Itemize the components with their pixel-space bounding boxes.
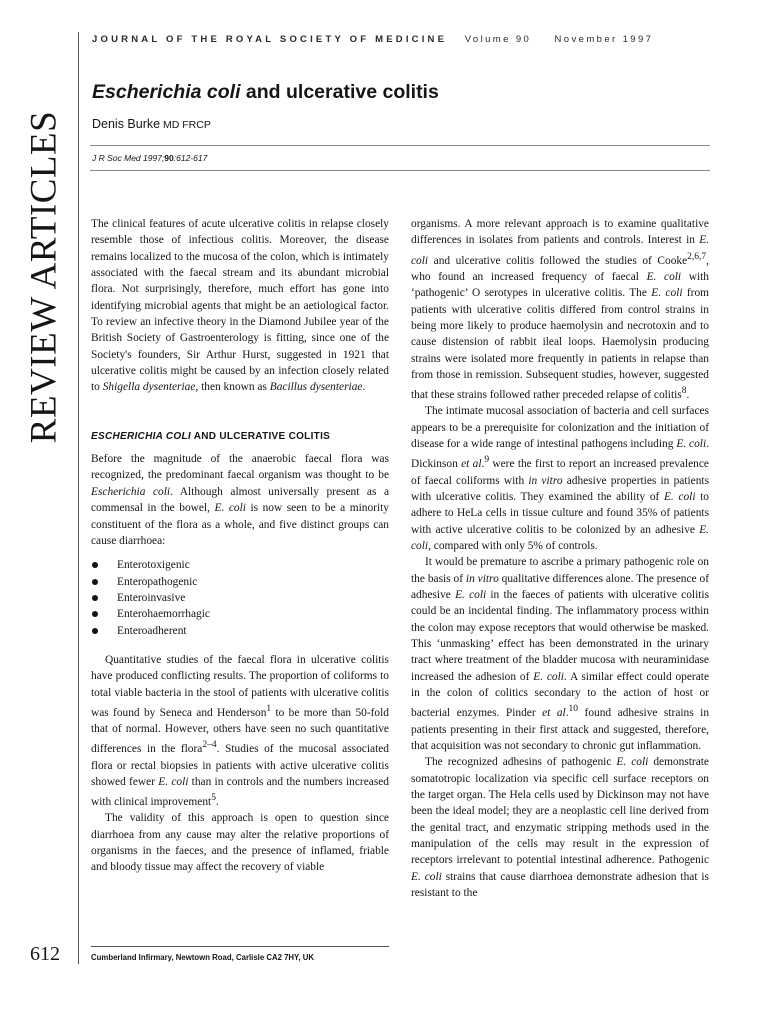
text-run: . — [215, 796, 219, 809]
article-title — [92, 81, 439, 104]
list-item — [91, 590, 389, 606]
text-run: . Dickinson — [411, 438, 710, 471]
volume-label: Volume 90 — [464, 34, 532, 45]
text-run: strains that cause diarrhoea demonstrate adhesion that is resistant to the — [411, 870, 709, 899]
text-run: . Studies of the mucosal associated flora or rectal biopsies in patients with active ulcerative colitis showed fewer — [91, 743, 389, 788]
reference-marker: 2,6,7 — [687, 251, 707, 262]
italic-term: in vitro — [465, 572, 499, 585]
text-run: . — [362, 381, 366, 394]
reference-marker: 10 — [568, 704, 579, 715]
right-column — [411, 216, 709, 901]
text-run: , then known as — [195, 381, 270, 394]
page-number: 612 — [30, 943, 60, 965]
bullet-icon — [92, 562, 98, 568]
reference-marker: 9 — [484, 455, 490, 466]
text-run: . — [481, 458, 485, 471]
author-line — [92, 117, 211, 131]
citation-pages: :612-617 — [173, 153, 208, 163]
ecoli-group-list — [91, 557, 389, 639]
text-run: . A similar effect could operate in the colon of colitics secondary to the action of host or bacterial enzymes. Pinder — [411, 670, 709, 720]
italic-term: Escherichia coli — [91, 485, 171, 498]
text-run: demonstrate somatotropic localization via specific cell surface receptors on the target organ. The Hela cells used by Dickinson may not have been the ideal model; they are a neoplastic cell line derived from the genital tract, and enzymatic stripping methods used in the manipulation of the cells may result in the expression of receptors irrelevant to potential intestinal adherence. Pathogenic — [411, 756, 709, 867]
text-run: to be more than 50-fold that of normal. However, others have seen no such quantitative differences in the flora — [91, 706, 389, 756]
text-run: Before the magnitude of the anaerobic faecal flora was recognized, the predominant faecal organism was thought to be — [91, 453, 389, 482]
italic-term: E. coli — [533, 670, 564, 683]
list-item-label: Enterotoxigenic — [117, 559, 190, 572]
reference-marker: 1 — [266, 703, 272, 714]
citation — [92, 153, 207, 163]
text-run: , compared with only 5% of controls. — [428, 539, 598, 552]
citation-rule — [90, 170, 710, 171]
italic-term: E. coli — [455, 588, 487, 601]
text-run: adhesive properties in patients with ulcerative colitis. They examined the ability of — [411, 474, 710, 503]
title-rest: and ulcerative colitis — [240, 81, 439, 103]
text-run: were the first to report an increased prevalence of faecal coliforms with — [411, 458, 709, 487]
list-item — [91, 557, 389, 573]
list-item — [91, 574, 389, 590]
italic-term: E. coli — [411, 870, 442, 883]
citation-journal: J R Soc Med 1997; — [92, 153, 165, 163]
text-run: with ‘pathogenic’ O serotypes in ulcerative colitis. The — [411, 270, 709, 300]
paragraph — [411, 554, 709, 754]
text-run: found adhesive strains in patients presenting in their first attack and suggested, therefore, that acquisition was not secondary to chronic gut inflammation. — [411, 707, 710, 752]
italic-term: E. coli — [411, 234, 709, 267]
paragraph — [91, 652, 389, 810]
italic-term: E. coli — [158, 775, 189, 788]
italic-term: E. coli — [411, 523, 709, 552]
issue-date: November 1997 — [554, 34, 654, 45]
title-species: Escherichia coli — [92, 81, 241, 103]
paragraph: The validity of this approach is open to question since diarrhoea from any cause may alter the relative proportions of organisms in the faeces, and the presence of inflamed, friable and bloody tissue may affect the recovery of viable — [91, 812, 389, 874]
vertical-rule — [78, 32, 79, 964]
section-heading — [91, 429, 389, 445]
reference-marker: 5 — [211, 793, 216, 804]
list-item-label: Enteropathogenic — [117, 575, 198, 588]
section-heading-rest: AND ULCERATIVE COLITIS — [191, 430, 331, 442]
text-run: is now seen to be a minority constituent of the flora as a whole, and five distinct groups can cause diarrhoea: — [91, 502, 389, 547]
text-run: . — [686, 389, 690, 402]
title-rule — [90, 145, 710, 146]
italic-term: E. coli — [646, 270, 682, 283]
italic-term: E. coli — [676, 438, 707, 451]
italic-term: E. coli — [214, 502, 246, 515]
author-credentials: MD FRCP — [160, 119, 211, 131]
bullet-icon — [92, 628, 98, 634]
list-item-label: Enteroinvasive — [117, 591, 186, 604]
text-run: and ulcerative colitis followed the studies of Cooke — [428, 254, 688, 267]
text-run: It would be premature to ascribe a primary pathogenic role on the basis of — [411, 556, 709, 585]
running-header — [92, 34, 653, 45]
text-run: Quantitative studies of the faecal flora in ulcerative colitis have produced conflicting results. The proportion of coliforms to total viable bacteria in the stool of patients with ulcerative colitis was found by Seneca and Henderson — [91, 653, 389, 719]
list-item-label: Enteroadherent — [117, 624, 187, 637]
italic-term: Bacillus dysenteriae — [269, 381, 363, 394]
text-run: The clinical features of acute ulcerative colitis in relapse closely resemble those of infectious colitis. Moreover, the disease remains localized to the mucosa of the colon, which is intimately associated with the faecal stream and its abundant microbial flora. Not surprisingly, therefore, much effort has gone into identifying microbial agents that might be an aetiological factor. To review an infective theory in the Diamond Jubilee year of the British Society of Gastroenterology is fitting, since one of the Society's founders, Sir Arthur Hurst, suggested in 1921 that ulcerative colitis might be caused by an infection closely related to — [91, 218, 389, 394]
citation-volume: 90 — [164, 153, 174, 163]
italic-term: E. coli — [616, 756, 649, 769]
text-run: in the faeces of patients with ulcerative colitis could be an incidental finding. The inflammatory process within the colon may expose receptors that would otherwise be masked. This ‘unmasking’ effect has been demonstrated in the urinary tract where treatment of the bladder mucosa with neuraminidase increased the adhesion of — [411, 588, 710, 683]
section-banner — [14, 82, 74, 472]
paragraph — [411, 403, 709, 554]
italic-term: E. coli — [663, 490, 696, 503]
reference-marker: 8 — [681, 386, 687, 397]
section-heading-species: ESCHERICHIA COLI — [91, 430, 191, 442]
text-run: to adhere to HeLa cells in tissue culture and found 35% of patients with active ulcerative colitis to be colonized by an adhesive — [411, 490, 710, 536]
paragraph — [91, 451, 389, 549]
text-run: than in controls and the numbers increased with clinical improvement — [91, 775, 390, 809]
list-item — [91, 623, 389, 639]
text-run: qualitative differences alone. The presence of adhesive — [411, 572, 709, 601]
text-run: organisms. A more relevant approach is to examine qualitative differences in isolates from patients and controls. Interest in — [411, 218, 709, 247]
list-item — [91, 606, 389, 622]
left-column — [91, 216, 389, 876]
journal-name: JOURNAL OF THE ROYAL SOCIETY OF MEDICINE — [92, 34, 448, 45]
italic-term: E. coli — [651, 287, 683, 300]
footnote-rule — [91, 946, 389, 947]
text-run: . Although almost universally present as a commensal in the bowel, — [91, 485, 389, 515]
list-item-label: Enterohaemorrhagic — [117, 608, 210, 621]
reference-marker: 2–4 — [202, 740, 217, 751]
author-affiliation: Cumberland Infirmary, Newtown Road, Carlisle CA2 7HY, UK — [91, 953, 314, 962]
text-run: The intimate mucosal association of bacteria and cell surfaces appears to be a prerequisite for colonization and the initiation of disease for a wide range of intestinal pathogens including — [411, 405, 709, 451]
intro-paragraph — [91, 216, 389, 396]
text-run: . — [565, 707, 569, 720]
italic-term: et al — [461, 458, 482, 471]
italic-term: Shigella dysenteriae — [102, 381, 196, 394]
italic-term: et al — [542, 707, 566, 720]
text-run: from patients with ulcerative colitis differed from control strains in being more likely to produce haemolysin and necrotoxin and to cause distension of rabbit ileal loops. Haemolysin producing strains were isolated more frequently in patients in relapse than from those in remission. Subsequent studies, however, suggested that these strains followed rather preceded relapse of colitis — [411, 287, 709, 402]
paragraph — [411, 754, 709, 901]
bullet-icon — [92, 611, 98, 617]
bullet-icon — [92, 579, 98, 585]
bullet-icon — [92, 595, 98, 601]
section-banner-text: REVIEW ARTICLES — [23, 110, 65, 444]
italic-term: in vitro — [528, 474, 563, 487]
text-run: The recognized adhesins of pathogenic — [425, 756, 617, 769]
paragraph — [411, 216, 709, 403]
author-name: Denis Burke — [92, 117, 161, 131]
text-run: , who found an increased frequency of faecal — [411, 254, 709, 283]
